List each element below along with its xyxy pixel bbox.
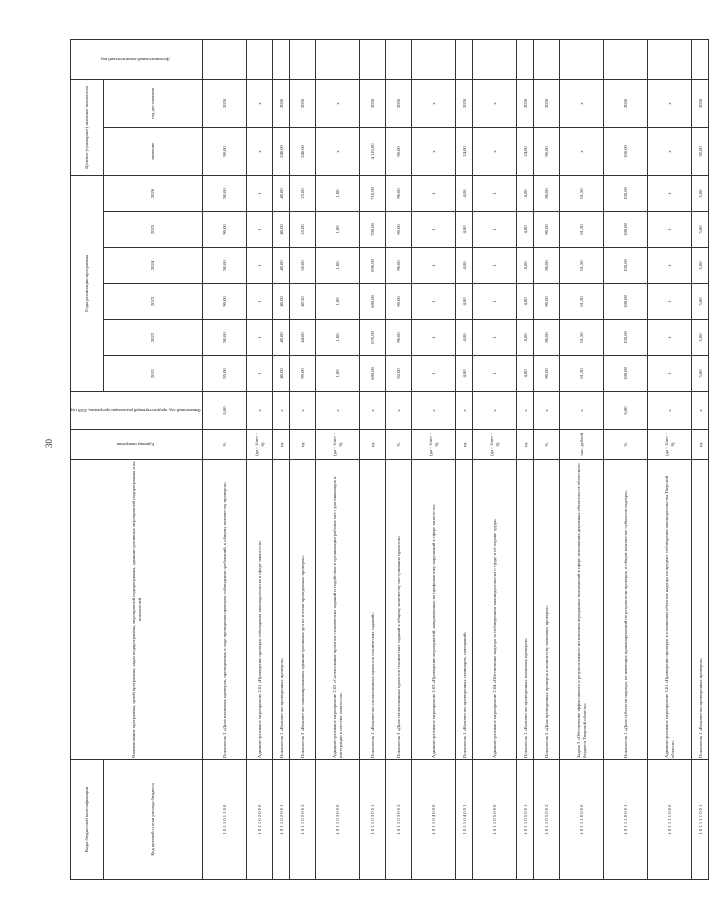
row-unit-cell: % bbox=[534, 430, 560, 460]
row-year-value-cell: 4,00 bbox=[456, 356, 473, 392]
row-year-value-cell: 5,00 bbox=[692, 284, 709, 320]
row-unit-cell: (да - 1/нет - 0) bbox=[648, 430, 692, 460]
target-value-header: значение bbox=[104, 127, 203, 175]
row-year-value-cell: 5,00 bbox=[692, 175, 709, 211]
row-year-value-cell: 100,00 bbox=[604, 212, 648, 248]
row-year-value-cell: 99,00 bbox=[290, 356, 316, 392]
row-year-value-cell: 4,00 bbox=[456, 175, 473, 211]
row-year-value-cell: 100,00 bbox=[604, 356, 648, 392]
row-year-value-cell: 4,00 bbox=[517, 212, 534, 248]
row-year-value-cell: 1 bbox=[473, 320, 517, 356]
row-base-cell: х bbox=[290, 392, 316, 430]
row-unit-cell: ед. bbox=[456, 430, 473, 460]
row-target-cell: 240,00 bbox=[273, 127, 290, 175]
row-name-cell: Показатель 1 «Количество проведенных проверок» bbox=[273, 460, 290, 760]
row-base-cell: х bbox=[456, 392, 473, 430]
row-unit-cell: (да - 1/нет - 0) bbox=[412, 430, 456, 460]
row-year-value-cell: 90,00 bbox=[203, 212, 247, 248]
row-year-value-cell: 1 bbox=[473, 356, 517, 392]
row-base-cell: х bbox=[473, 392, 517, 430]
row-year-value-cell: 100,00 bbox=[604, 284, 648, 320]
digits-label-header: Дополнительный аналитический код bbox=[71, 39, 203, 79]
row-name-cell: Показатель 1 «Количество проведенных проверок» bbox=[692, 460, 709, 760]
row-spacer-cell bbox=[386, 39, 412, 79]
row-year-value-cell: 61,50 bbox=[560, 356, 604, 392]
row-target-cell: 30,00 bbox=[692, 127, 709, 175]
row-base-cell: х bbox=[412, 392, 456, 430]
row-base-cell: х bbox=[560, 392, 604, 430]
row-unit-cell: % bbox=[386, 430, 412, 460]
row-spacer-cell bbox=[534, 39, 560, 79]
year-2022: 2022 bbox=[104, 320, 203, 356]
row-year-value-cell: 4,00 bbox=[517, 356, 534, 392]
row-code-cell: 1 0 1 1 1 0 0 0 0 bbox=[560, 760, 604, 880]
table-row bbox=[517, 39, 534, 879]
row-target-cell: х bbox=[473, 127, 517, 175]
row-name-cell: Показатель 2 «Доля проведенных проверок к количеству плановых проверок» bbox=[534, 460, 560, 760]
row-base-cell: х bbox=[316, 392, 360, 430]
row-year-value-cell: 700,00 bbox=[360, 212, 386, 248]
row-year-value-cell: 40,00 bbox=[273, 320, 290, 356]
row-year-value-cell: 1 bbox=[648, 248, 692, 284]
row-code-cell: 1 0 1 1 1 1 0 0 0 bbox=[648, 760, 692, 880]
row-code-cell: 1 0 1 1 0 5 0 0 1 bbox=[517, 760, 534, 880]
row-year-value-cell: 44,00 bbox=[290, 320, 316, 356]
row-year-value-cell: 680,00 bbox=[360, 356, 386, 392]
row-year-value-cell: 4,00 bbox=[456, 284, 473, 320]
row-base-cell: х bbox=[247, 392, 273, 430]
row-name-cell: Задача 3 «Обеспечение эффективного и результативного исполнения переданных полномочий в сфере исполнения денежных обязательств областного бюджета Тверской области» bbox=[560, 460, 604, 760]
years-group-header: Годы реализации программы bbox=[71, 175, 104, 391]
row-spacer-cell bbox=[692, 39, 709, 79]
row-code-cell: 1 0 1 1 0 3 0 0 0 bbox=[316, 760, 360, 880]
row-code-cell: 1 0 1 1 0 4 0 0 0 bbox=[412, 760, 456, 880]
row-target-year-cell: 2026 bbox=[604, 79, 648, 127]
row-target-year-cell: х bbox=[412, 79, 456, 127]
row-name-cell: Административное мероприятие 2.03 «Проведение мероприятий, направленных на профилактику нарушений в сфере занятости» bbox=[412, 460, 456, 760]
row-year-value-cell: 1,00 bbox=[316, 175, 360, 211]
budget-code-header: Коды бюджетной классификации bbox=[71, 760, 104, 880]
row-name-cell: Показатель 1 «Количество проведенных семинаров, совещаний» bbox=[456, 460, 473, 760]
row-year-value-cell: 4,00 bbox=[456, 320, 473, 356]
row-code-cell: 1 0 1 1 1 0 0 0 1 bbox=[604, 760, 648, 880]
row-base-cell: х bbox=[273, 392, 290, 430]
row-spacer-cell bbox=[290, 39, 316, 79]
row-year-value-cell: 690,00 bbox=[360, 248, 386, 284]
year-2024: 2024 bbox=[104, 248, 203, 284]
row-year-value-cell: 1 bbox=[247, 248, 273, 284]
row-year-value-cell: 5,00 bbox=[692, 356, 709, 392]
row-target-year-cell: х bbox=[560, 79, 604, 127]
row-year-value-cell: 61,50 bbox=[560, 175, 604, 211]
row-unit-cell: (да - 1/нет - 0) bbox=[316, 430, 360, 460]
row-target-year-cell: 2026 bbox=[290, 79, 316, 127]
row-year-value-cell: 1 bbox=[412, 356, 456, 392]
row-year-value-cell: 1 bbox=[648, 320, 692, 356]
row-year-value-cell: 49,50 bbox=[290, 284, 316, 320]
row-year-value-cell: 1 bbox=[648, 212, 692, 248]
row-unit-cell: % bbox=[604, 430, 648, 460]
row-unit-cell: ед. bbox=[517, 430, 534, 460]
row-year-value-cell: 90,00 bbox=[203, 175, 247, 211]
unit-column-header: Единица измерения bbox=[71, 430, 203, 460]
row-year-value-cell: 1 bbox=[648, 284, 692, 320]
row-name-cell: Показатель 1 «Доля субъектов надзора, не имеющих правонарушений по результатам проверок, в общем количестве субъектов надзора» bbox=[604, 460, 648, 760]
row-year-value-cell: 90,00 bbox=[386, 248, 412, 284]
year-2026: 2026 bbox=[104, 175, 203, 211]
row-year-value-cell: 92,00 bbox=[386, 356, 412, 392]
row-spacer-cell bbox=[316, 39, 360, 79]
row-unit-cell: тыс. рублей bbox=[560, 430, 604, 460]
row-year-value-cell: 50,00 bbox=[290, 248, 316, 284]
table-row bbox=[247, 39, 273, 879]
row-spacer-cell bbox=[648, 39, 692, 79]
row-year-value-cell: 1 bbox=[412, 248, 456, 284]
row-spacer-cell bbox=[604, 39, 648, 79]
row-year-value-cell: 61,50 bbox=[560, 212, 604, 248]
row-year-value-cell: 25,00 bbox=[290, 212, 316, 248]
row-target-cell: х bbox=[316, 127, 360, 175]
row-target-year-cell: 2026 bbox=[203, 79, 247, 127]
row-name-cell: Административное мероприятие 2.01 «Проведение проверок соблюдения законодательства в сфере занятости» bbox=[247, 460, 273, 760]
row-base-cell: х bbox=[360, 392, 386, 430]
row-name-cell: Административное мероприятие 3.01 «Проведение проверок в отношении объектов надзора на предмет соблюдения законодательства Тверской области» bbox=[648, 460, 692, 760]
row-year-value-cell: 710,00 bbox=[360, 175, 386, 211]
table-row bbox=[273, 39, 290, 879]
target-column-header: Целевое (суммарное) значение показателя bbox=[71, 79, 104, 175]
row-year-value-cell: 5,00 bbox=[692, 212, 709, 248]
row-target-cell: х bbox=[648, 127, 692, 175]
table-row bbox=[386, 39, 412, 879]
table-row bbox=[290, 39, 316, 879]
row-year-value-cell: 100,00 bbox=[604, 248, 648, 284]
row-year-value-cell: 1,00 bbox=[316, 284, 360, 320]
row-year-value-cell: 5,00 bbox=[692, 248, 709, 284]
row-code-cell: 1 0 1 1 0 5 0 0 2 bbox=[534, 760, 560, 880]
row-name-cell: Показатель 1 «Количество проведенных плановых проверок» bbox=[517, 460, 534, 760]
row-year-value-cell: 90,00 bbox=[534, 320, 560, 356]
row-name-cell: Показатель 2 «Количество запланированных административных дел по итогам проведенных проверок» bbox=[290, 460, 316, 760]
row-year-value-cell: 40,00 bbox=[273, 175, 290, 211]
row-target-year-cell: 2026 bbox=[534, 79, 560, 127]
row-target-year-cell: х bbox=[648, 79, 692, 127]
row-year-value-cell: 1 bbox=[412, 175, 456, 211]
table-row bbox=[560, 39, 604, 879]
row-year-value-cell: 90,00 bbox=[534, 284, 560, 320]
row-target-cell: 90,00 bbox=[534, 127, 560, 175]
year-2023: 2023 bbox=[104, 284, 203, 320]
table-row bbox=[604, 39, 648, 879]
program-table-sheet bbox=[70, 40, 703, 880]
row-code-cell: 1 0 1 1 0 3 0 0 1 bbox=[360, 760, 386, 880]
table-row bbox=[360, 39, 386, 879]
program-indicators-table bbox=[70, 39, 709, 880]
row-year-value-cell: 4,00 bbox=[517, 320, 534, 356]
row-year-value-cell: 40,00 bbox=[273, 356, 290, 392]
row-base-cell: 0,00 bbox=[604, 392, 648, 430]
row-unit-cell: ед. bbox=[290, 430, 316, 460]
row-year-value-cell: 1 bbox=[412, 284, 456, 320]
row-year-value-cell: 90,00 bbox=[534, 248, 560, 284]
year-2021: 2021 bbox=[104, 356, 203, 392]
row-year-value-cell: 1 bbox=[473, 248, 517, 284]
name-column-header: Наименование программы, целей программы, задач подпрограммы, мероприятий подпрограммы, административных мероприятий подпрограммы и их показателей bbox=[71, 460, 203, 760]
row-year-value-cell: 95,00 bbox=[203, 356, 247, 392]
row-year-value-cell: 1 bbox=[247, 284, 273, 320]
row-target-cell: 90,00 bbox=[386, 127, 412, 175]
row-year-value-cell: 1 bbox=[473, 212, 517, 248]
row-year-value-cell: 90,00 bbox=[203, 248, 247, 284]
row-target-year-cell: 2026 bbox=[517, 79, 534, 127]
row-year-value-cell: 90,00 bbox=[386, 212, 412, 248]
row-unit-cell: ед. bbox=[692, 430, 709, 460]
row-year-value-cell: 61,50 bbox=[560, 248, 604, 284]
row-year-value-cell: 4,00 bbox=[456, 212, 473, 248]
row-code-cell: 1 0 1 1 0 2 0 0 0 bbox=[247, 760, 273, 880]
row-year-value-cell: 1,00 bbox=[316, 356, 360, 392]
row-year-value-cell: 1 bbox=[473, 284, 517, 320]
row-base-cell: х bbox=[534, 392, 560, 430]
row-base-cell: х bbox=[692, 392, 709, 430]
row-year-value-cell: 100,00 bbox=[604, 175, 648, 211]
row-target-year-cell: х bbox=[316, 79, 360, 127]
row-target-year-cell: 2026 bbox=[273, 79, 290, 127]
row-spacer-cell bbox=[560, 39, 604, 79]
row-target-cell: х bbox=[560, 127, 604, 175]
row-target-year-cell: 2026 bbox=[692, 79, 709, 127]
target-year-header: год достижения bbox=[104, 79, 203, 127]
table-row bbox=[412, 39, 456, 879]
row-unit-cell: (да - 1/нет - 0) bbox=[473, 430, 517, 460]
row-year-value-cell: 40,00 bbox=[273, 248, 290, 284]
table-row bbox=[203, 39, 247, 879]
row-name-cell: Показатель 3 «Доля плановых проверок, проведенных в ходе проведения проверок соблюдения требований, к общему количеству проверок» bbox=[203, 460, 247, 760]
row-year-value-cell: 1 bbox=[648, 356, 692, 392]
row-year-value-cell: 1 bbox=[473, 175, 517, 211]
row-year-value-cell: 1 bbox=[247, 175, 273, 211]
row-name-cell: Показатель 2 «Доля согласованных проектов технических заданий к общему количеству поступивших проектов» bbox=[386, 460, 412, 760]
row-base-cell: 0,00 bbox=[203, 392, 247, 430]
row-spacer-cell bbox=[203, 39, 247, 79]
row-year-value-cell: 5,00 bbox=[692, 320, 709, 356]
row-target-cell: 4 110,00 bbox=[360, 127, 386, 175]
row-code-cell: 1 0 1 1 0 4 0 0 1 bbox=[456, 760, 473, 880]
table-row bbox=[692, 39, 709, 879]
table-body bbox=[203, 39, 709, 879]
row-code-cell: 1 0 1 1 0 3 0 0 2 bbox=[386, 760, 412, 880]
row-spacer-cell bbox=[273, 39, 290, 79]
row-code-cell: 1 0 1 1 0 2 0 0 1 bbox=[273, 760, 290, 880]
table-row bbox=[473, 39, 517, 879]
row-year-value-cell: 61,50 bbox=[560, 284, 604, 320]
row-base-cell: х bbox=[386, 392, 412, 430]
row-target-year-cell: х bbox=[473, 79, 517, 127]
row-year-value-cell: 90,00 bbox=[386, 175, 412, 211]
row-year-value-cell: 4,00 bbox=[456, 248, 473, 284]
row-spacer-cell bbox=[473, 39, 517, 79]
row-base-cell: х bbox=[517, 392, 534, 430]
row-year-value-cell: 4,00 bbox=[517, 248, 534, 284]
row-year-value-cell: 100,00 bbox=[604, 320, 648, 356]
row-year-value-cell: 1 bbox=[247, 212, 273, 248]
row-year-value-cell: 1,00 bbox=[316, 248, 360, 284]
row-code-cell: 1 0 1 1 0 5 0 0 0 bbox=[473, 760, 517, 880]
row-year-value-cell: 4,00 bbox=[517, 284, 534, 320]
row-target-cell: 240,00 bbox=[290, 127, 316, 175]
budget-target-header: Код целевой статьи расхода бюджета bbox=[104, 760, 203, 880]
row-target-year-cell: 2026 bbox=[456, 79, 473, 127]
row-year-value-cell: 670,00 bbox=[360, 320, 386, 356]
table-row bbox=[648, 39, 692, 879]
row-year-value-cell: 1 bbox=[412, 212, 456, 248]
row-year-value-cell: 90,00 bbox=[386, 284, 412, 320]
row-target-cell: 24,00 bbox=[517, 127, 534, 175]
row-base-cell: х bbox=[648, 392, 692, 430]
row-year-value-cell: 90,00 bbox=[386, 320, 412, 356]
row-year-value-cell: 1,00 bbox=[316, 320, 360, 356]
row-year-value-cell: 4,00 bbox=[517, 175, 534, 211]
row-name-cell: Административное мероприятие 2.02 «Согласование проектов технических заданий и содействие в организации рабочих мест для инвалидов и интеграции в системе занятости» bbox=[316, 460, 360, 760]
row-target-cell: 24,00 bbox=[456, 127, 473, 175]
row-code-cell: 1 0 1 1 0 2 0 0 2 bbox=[290, 760, 316, 880]
table-row bbox=[534, 39, 560, 879]
row-year-value-cell: 680,00 bbox=[360, 284, 386, 320]
finance-year-header: Финансовый год, предшествующий реализации программы, 2020 год bbox=[71, 392, 203, 430]
row-target-cell: 100,00 bbox=[604, 127, 648, 175]
row-target-cell: 90,00 bbox=[203, 127, 247, 175]
row-target-year-cell: 2026 bbox=[360, 79, 386, 127]
row-name-cell: Показатель 1 «Количество согласованных проектов технических заданий» bbox=[360, 460, 386, 760]
table-row bbox=[456, 39, 473, 879]
row-unit-cell: ед. bbox=[360, 430, 386, 460]
row-year-value-cell: 90,00 bbox=[203, 284, 247, 320]
row-target-year-cell: 2026 bbox=[386, 79, 412, 127]
row-year-value-cell: 90,00 bbox=[534, 212, 560, 248]
row-code-cell: 1 0 1 1 1 1 0 0 1 bbox=[692, 760, 709, 880]
row-year-value-cell: 61,50 bbox=[560, 320, 604, 356]
page-number: 30 bbox=[44, 439, 54, 448]
table-row bbox=[316, 39, 360, 879]
row-year-value-cell: 1 bbox=[247, 320, 273, 356]
row-unit-cell: (да - 1/нет - 0) bbox=[247, 430, 273, 460]
row-year-value-cell: 40,00 bbox=[273, 284, 290, 320]
row-unit-cell: % bbox=[203, 430, 247, 460]
row-year-value-cell: 40,00 bbox=[273, 212, 290, 248]
row-year-value-cell: 25,00 bbox=[290, 175, 316, 211]
row-spacer-cell bbox=[412, 39, 456, 79]
row-target-year-cell: х bbox=[247, 79, 273, 127]
row-spacer-cell bbox=[360, 39, 386, 79]
row-year-value-cell: 90,00 bbox=[534, 175, 560, 211]
row-unit-cell: ед. bbox=[273, 430, 290, 460]
row-year-value-cell: 1,00 bbox=[316, 212, 360, 248]
row-year-value-cell: 90,00 bbox=[203, 320, 247, 356]
row-spacer-cell bbox=[456, 39, 473, 79]
row-target-cell: х bbox=[247, 127, 273, 175]
row-year-value-cell: 1 bbox=[648, 175, 692, 211]
row-year-value-cell: 1 bbox=[412, 320, 456, 356]
row-year-value-cell: 1 bbox=[247, 356, 273, 392]
row-year-value-cell: 90,00 bbox=[534, 356, 560, 392]
row-name-cell: Административное мероприятие 2.04 «Обеспечение надзора за соблюдением законодательства о труде и об охране труда» bbox=[473, 460, 517, 760]
year-2025: 2025 bbox=[104, 212, 203, 248]
row-code-cell: 1 0 1 1 0 1 1 0 0 bbox=[203, 760, 247, 880]
row-spacer-cell bbox=[517, 39, 534, 79]
row-target-cell: х bbox=[412, 127, 456, 175]
row-spacer-cell bbox=[247, 39, 273, 79]
